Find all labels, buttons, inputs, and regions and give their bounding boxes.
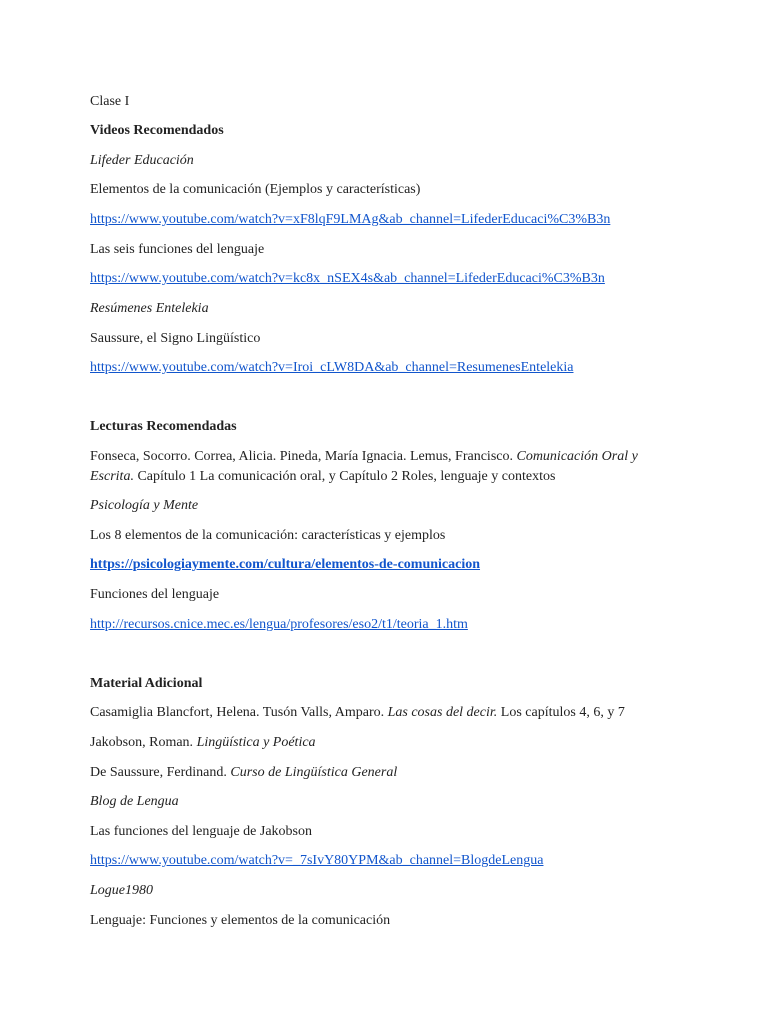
source-lifeder: Lifeder Educación <box>90 153 194 168</box>
section-heading-lecturas: Lecturas Recomendadas <box>90 419 237 434</box>
reference-jakobson-authors: Jakobson, Roman. <box>90 735 197 750</box>
reference-jakobson <box>90 733 316 753</box>
reference-casamiglia-rest: Los capítulos 4, 6, y 7 <box>497 705 625 720</box>
reference-saussure-title: Curso de Lingüística General <box>230 765 398 780</box>
material-title-jakobson: Las funciones del lenguaje de Jakobson <box>90 824 312 839</box>
reference-casamiglia-title: Las cosas del decir. <box>387 705 498 720</box>
video-link-elementos[interactable]: https://www.youtube.com/watch?v=xF8lqF9LMAg&ab_channel=LifederEducaci%C3%B3n <box>90 212 611 227</box>
section-heading-material: Material Adicional <box>90 676 203 691</box>
reference-fonseca-title: Comunicación Oral y Escrita. <box>90 449 638 484</box>
video-link-saussure[interactable]: https://www.youtube.com/watch?v=Iroi_cLW8DA&ab_channel=ResumenesEntelekia <box>90 360 574 375</box>
reference-fonseca <box>90 447 680 487</box>
source-logue: Logue1980 <box>90 883 153 898</box>
reading-link-cnice[interactable]: http://recursos.cnice.mec.es/lengua/profesores/eso2/t1/teoria_1.htm <box>90 617 468 632</box>
section-heading-videos: Videos Recomendados <box>90 123 224 138</box>
video-title-funciones: Las seis funciones del lenguaje <box>90 242 265 257</box>
material-title-lenguaje: Lenguaje: Funciones y elementos de la comunicación <box>90 913 391 928</box>
video-link-funciones[interactable]: https://www.youtube.com/watch?v=kc8x_nSEX4s&ab_channel=LifederEducaci%C3%B3n <box>90 271 605 286</box>
class-title: Clase I <box>90 94 130 109</box>
material-link-blog-lengua[interactable]: https://www.youtube.com/watch?v=_7sIvY80YPM&ab_channel=BlogdeLengua <box>90 853 544 868</box>
source-psicologia: Psicología y Mente <box>90 498 199 513</box>
reference-saussure <box>90 763 397 783</box>
source-entelekia: Resúmenes Entelekia <box>90 301 209 316</box>
reading-link-psicologia[interactable]: https://psicologiaymente.com/cultura/elementos-de-comunicacion <box>90 557 481 572</box>
reference-saussure-authors: De Saussure, Ferdinand. <box>90 765 231 780</box>
reference-fonseca-authors: Fonseca, Socorro. Correa, Alicia. Pineda, María Ignacia. Lemus, Francisco. <box>90 449 517 464</box>
reference-fonseca-rest: Capítulo 1 La comunicación oral, y Capítulo 2 Roles, lenguaje y contextos <box>133 469 556 484</box>
reference-casamiglia <box>90 703 625 723</box>
source-blog-lengua: Blog de Lengua <box>90 794 179 809</box>
reference-jakobson-title: Lingüística y Poética <box>196 735 316 750</box>
reading-title-elementos: Los 8 elementos de la comunicación: características y ejemplos <box>90 528 446 543</box>
reference-casamiglia-authors: Casamiglia Blancfort, Helena. Tusón Valls, Amparo. <box>90 705 388 720</box>
reading-title-funciones: Funciones del lenguaje <box>90 587 220 602</box>
video-title-saussure: Saussure, el Signo Lingüístico <box>90 331 261 346</box>
video-title-elementos: Elementos de la comunicación (Ejemplos y características) <box>90 182 421 197</box>
